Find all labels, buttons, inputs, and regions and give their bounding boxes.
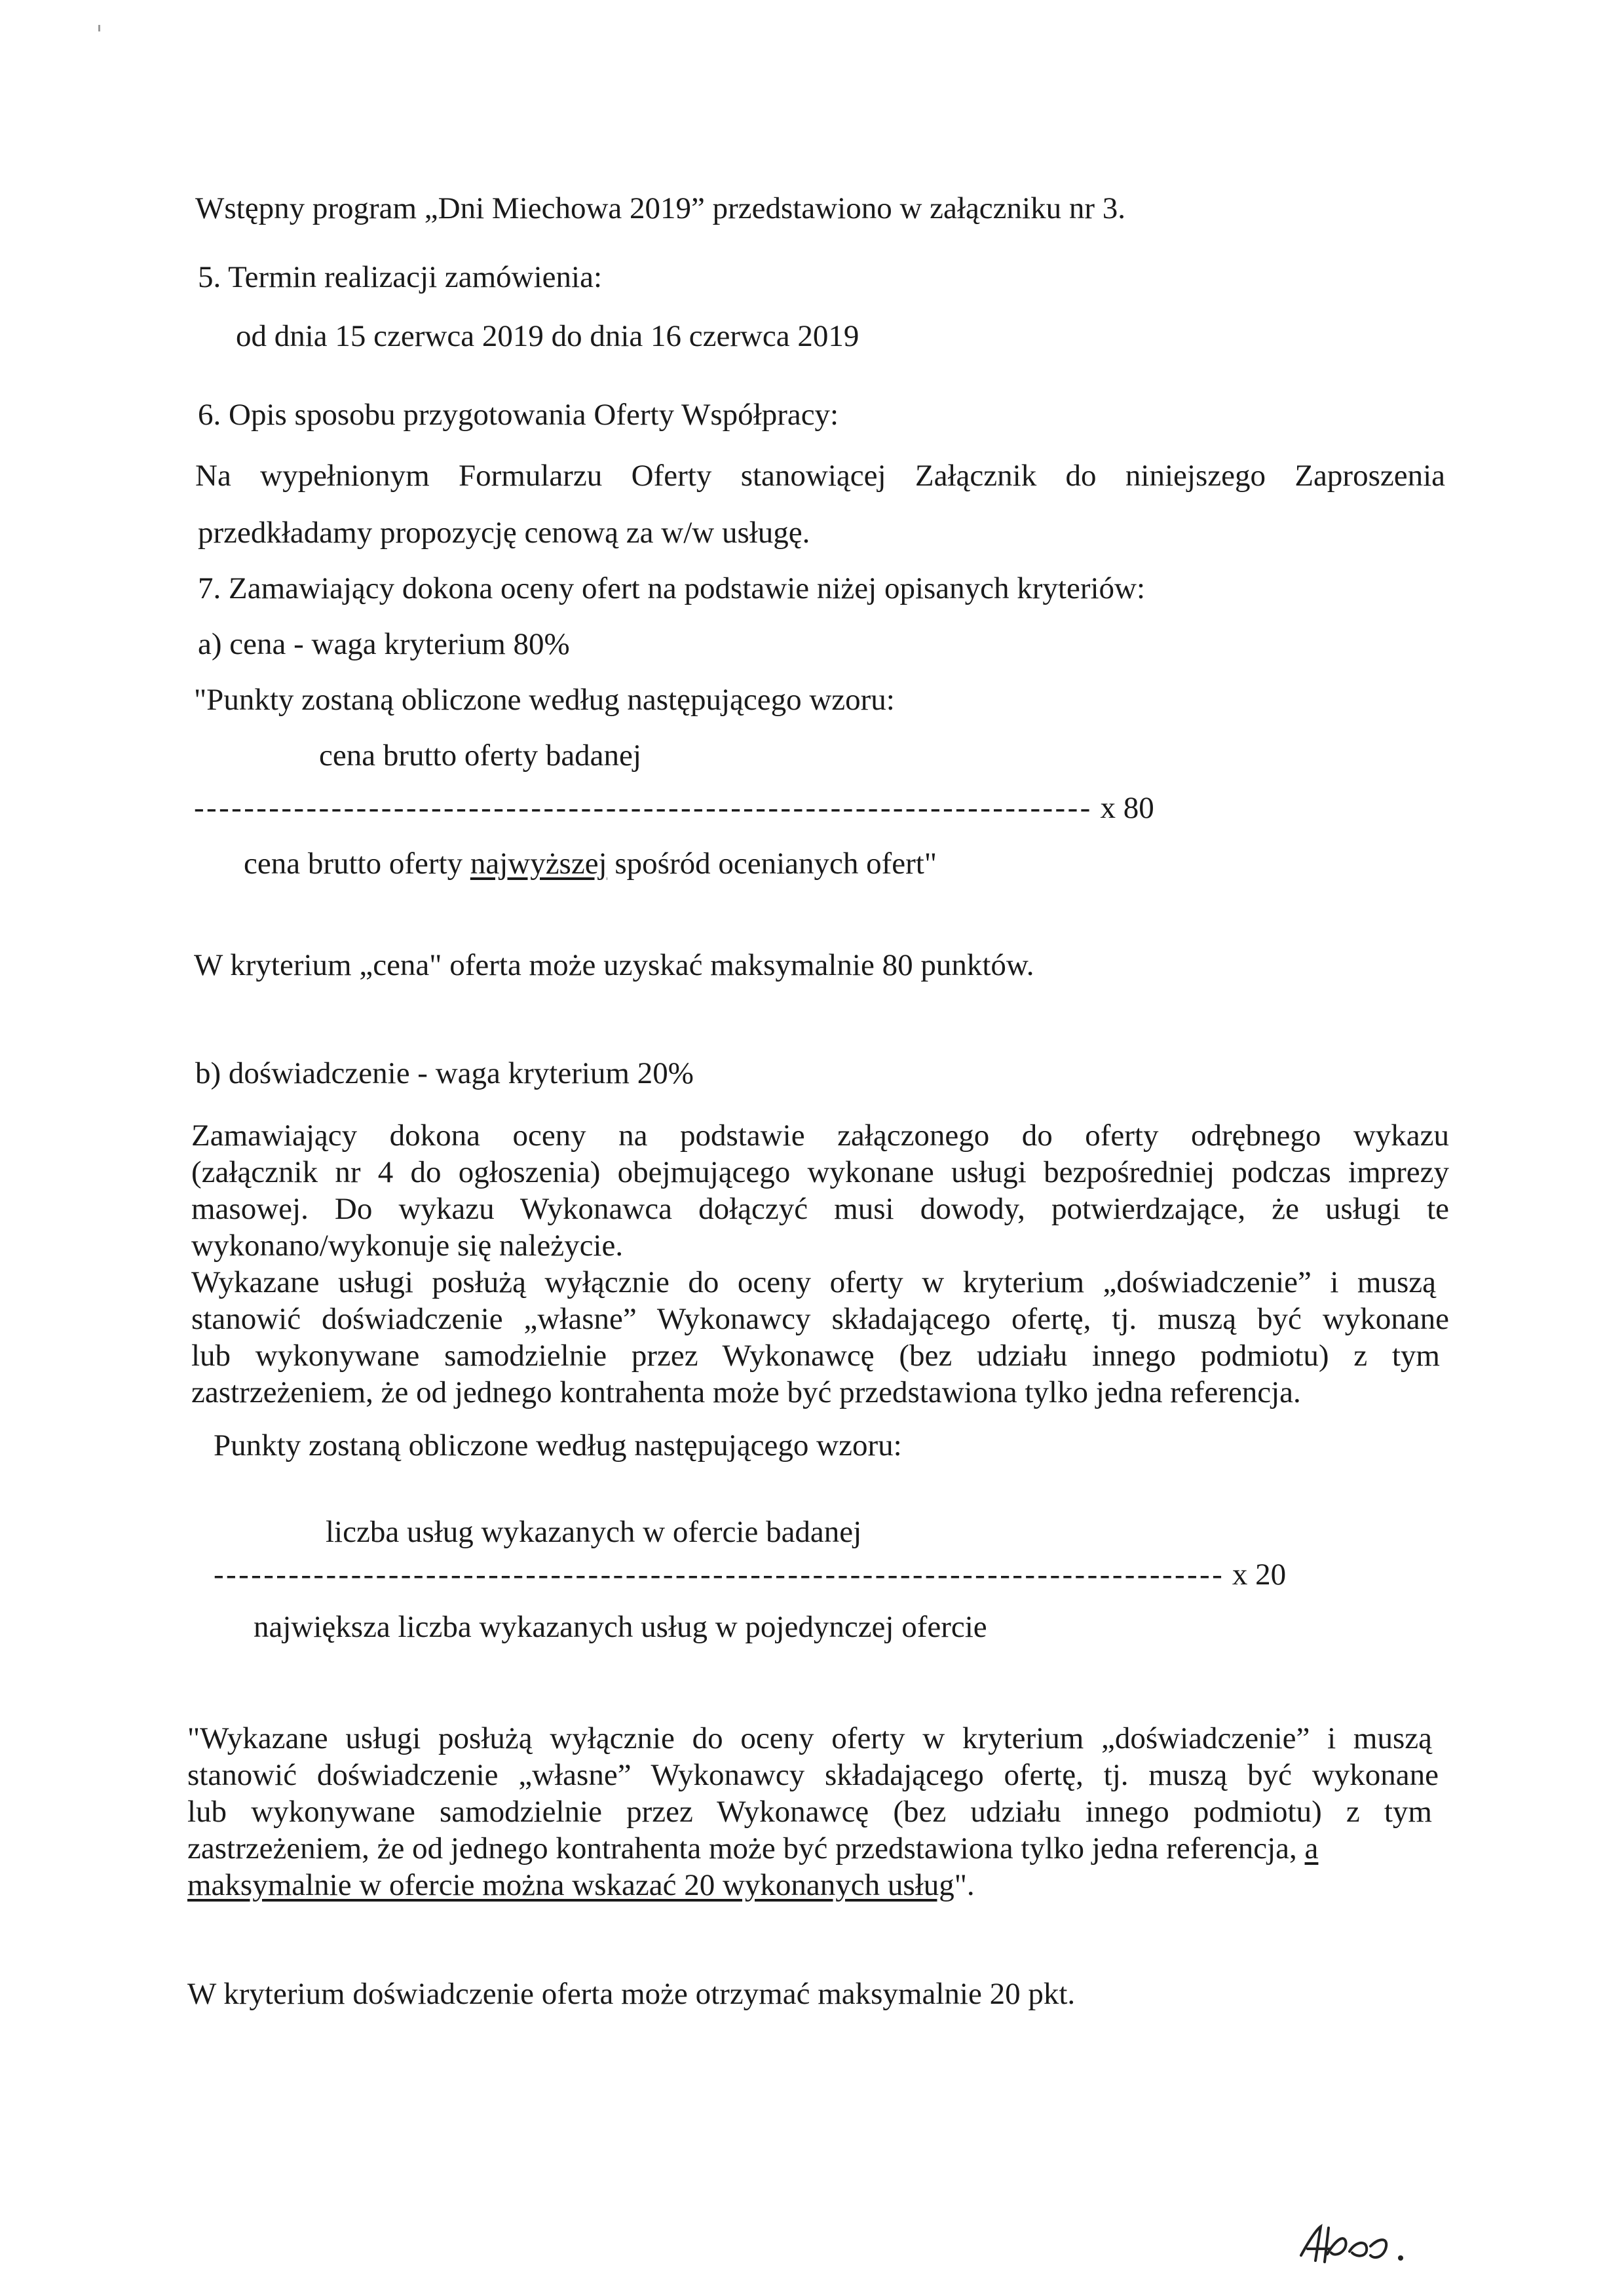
formula-divider: ---------------------------------------------------------------------------------: [214, 1558, 1225, 1592]
criterion-b-para-3-line-2: stanowić doświadczenie „własne” Wykonawcy składającego ofertę, tj. muszą być wykonane: [187, 1758, 1439, 1792]
criterion-a-formula-denominator: [244, 845, 937, 882]
intro-line: Wstępny program „Dni Miechowa 2019” przedstawiono w załączniku nr 3.: [195, 191, 1125, 225]
criterion-b-para-3-line-1: "Wykazane usługi posłużą wyłącznie do oceny oferty w kryterium „doświadczenie” i muszą: [187, 1721, 1432, 1755]
section-6-line-1: Na wypełnionym Formularzu Oferty stanowiącej Załącznik do niniejszego Zaproszenia: [195, 459, 1445, 493]
denominator-underlined-word: najwyższej: [470, 847, 607, 881]
criterion-a-heading: a) cena - waga kryterium 80%: [198, 627, 570, 661]
handwritten-signature: [1289, 2215, 1433, 2280]
criterion-a-max-points: W kryterium „cena" oferta może uzyskać maksymalnie 80 punktów.: [194, 948, 1034, 982]
section-6-line-2: przedkładamy propozycję cenową za w/w usługę.: [198, 516, 810, 550]
section-5-heading: 5. Termin realizacji zamówienia:: [198, 260, 603, 294]
criterion-b-formula-intro: Punkty zostaną obliczone według następującego wzoru:: [214, 1428, 902, 1463]
criterion-b-max-points: W kryterium doświadczenie oferta może otrzymać maksymalnie 20 pkt.: [187, 1977, 1076, 2011]
criterion-b-para-1-line-3: masowej. Do wykazu Wykonawca dołączyć musi dowody, potwierdzające, że usługi te: [191, 1192, 1449, 1226]
criterion-a-formula-numerator: cena brutto oferty badanej: [319, 738, 641, 773]
criterion-b-para-3-line-5: [187, 1867, 975, 1904]
scan-speck: [98, 25, 100, 31]
criterion-b-para-1-line-4: wykonano/wykonuje się należycie.: [191, 1229, 624, 1263]
criterion-b-para-3-line-4: [187, 1830, 1318, 1867]
formula-multiplier: x 80: [1092, 791, 1154, 825]
section-7-heading: 7. Zamawiający dokona oceny ofert na podstawie niżej opisanych kryteriów:: [198, 571, 1146, 605]
criterion-b-para-1-line-1: Zamawiający dokona oceny na podstawie załączonego do oferty odrębnego wykazu: [191, 1119, 1449, 1153]
criterion-b-para-2-line-3: lub wykonywane samodzielnie przez Wykonawcę (bez udziału innego podmiotu) z tym: [191, 1339, 1440, 1373]
denominator-text: cena brutto oferty: [244, 847, 470, 881]
section-5-dates: od dnia 15 czerwca 2019 do dnia 16 czerwca 2019: [236, 319, 859, 353]
criterion-b-formula-denominator: największa liczba wykazanych usług w pojedynczej ofercie: [254, 1610, 987, 1644]
para-3-line-4-text: zastrzeżeniem, że od jednego kontrahenta może być przedstawiona tylko jedna referencja,: [187, 1831, 1305, 1866]
criterion-b-formula-rule: [214, 1556, 1286, 1593]
criterion-b-formula-numerator: liczba usług wykazanych w ofercie badanej: [326, 1515, 862, 1549]
criterion-a-formula-intro: "Punkty zostaną obliczone według następującego wzoru:: [194, 683, 895, 717]
criterion-b-para-2-line-4: zastrzeżeniem, że od jednego kontrahenta może być przedstawiona tylko jedna referencja.: [191, 1375, 1301, 1409]
criterion-b-para-2-line-2: stanowić doświadczenie „własne” Wykonawcy składającego ofertę, tj. muszą być wykonane: [191, 1302, 1449, 1336]
criterion-b-para-1-line-2: (załącznik nr 4 do ogłoszenia) obejmującego wykonane usługi bezpośredniej podczas imprezy: [191, 1155, 1449, 1189]
formula-divider: ------------------------------------------------------------------------: [194, 791, 1093, 825]
denominator-text-end: spośród ocenianych ofert": [607, 847, 937, 881]
criterion-a-formula-rule: [194, 790, 1154, 826]
formula-multiplier: x 20: [1224, 1558, 1287, 1592]
para-3-line-5-underlined: maksymalnie w ofercie można wskazać 20 wykonanych usług: [187, 1868, 954, 1902]
section-6-heading: 6. Opis sposobu przygotowania Oferty Współpracy:: [198, 398, 839, 432]
criterion-b-para-2-line-1: Wykazane usługi posłużą wyłącznie do oceny oferty w kryterium „doświadczenie” i muszą: [191, 1265, 1436, 1299]
para-3-line-5-text: ".: [954, 1868, 975, 1902]
criterion-b-heading: b) doświadczenie - waga kryterium 20%: [195, 1056, 694, 1090]
para-3-line-4-underlined: a: [1304, 1831, 1319, 1866]
criterion-b-para-3-line-3: lub wykonywane samodzielnie przez Wykonawcę (bez udziału innego podmiotu) z tym: [187, 1795, 1432, 1829]
